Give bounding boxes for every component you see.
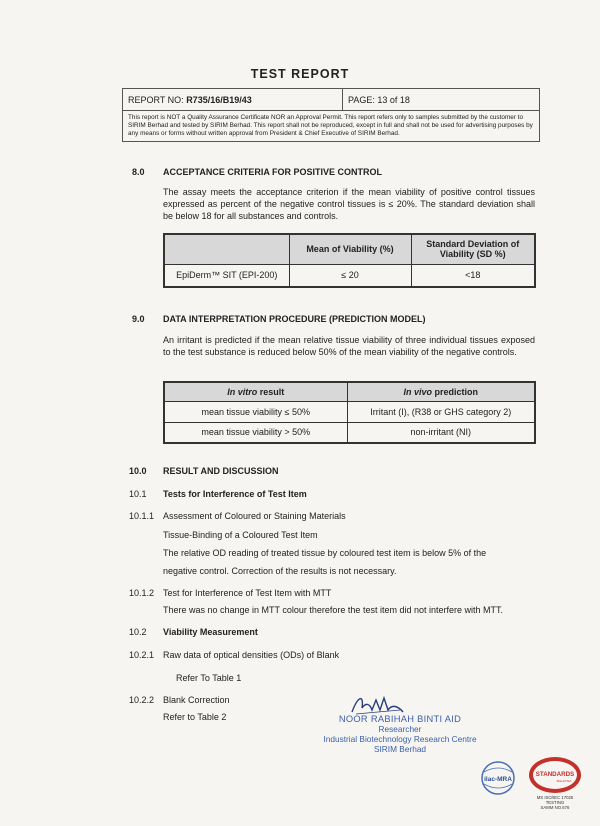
section-10-2-2-number: 10.2.2 xyxy=(129,695,155,705)
header-italic: In vivo xyxy=(403,386,432,397)
table-cell: mean tissue viability > 50% xyxy=(164,422,347,443)
section-10-2-1-title: Raw data of optical densities (ODs) of Blank xyxy=(163,650,340,660)
section-10-number: 10.0 xyxy=(129,466,147,476)
header-text: prediction xyxy=(432,386,479,397)
table-header-cell xyxy=(347,382,535,401)
header-text: result xyxy=(257,386,285,397)
section-10-heading: RESULT AND DISCUSSION xyxy=(163,466,279,476)
section-10-2-1-number: 10.2.1 xyxy=(129,650,155,660)
stamp-dept: Industrial Biotechnology Research Centre xyxy=(323,734,477,744)
section-9-number: 9.0 xyxy=(132,314,145,324)
table-header-cell xyxy=(164,382,347,401)
section-10-2-2-ref: Refer to Table 2 xyxy=(163,712,227,722)
table-cell: non-irritant (NI) xyxy=(347,422,535,443)
section-10-1-1-subtitle: Tissue-Binding of a Coloured Test Item xyxy=(163,530,318,540)
stamp-org: SIRIM Berhad xyxy=(373,744,427,754)
section-10-1-1-text-1: The relative OD reading of treated tissue by coloured test item is below 5% of the xyxy=(163,548,487,558)
section-10-2-2-title: Blank Correction xyxy=(163,695,230,705)
section-10-1-number: 10.1 xyxy=(129,489,147,499)
section-10-1-1-number: 10.1.1 xyxy=(129,511,155,521)
stamp-name: NOOR RABIHAH BINTI AID xyxy=(338,714,462,724)
report-number-label: REPORT NO: xyxy=(128,94,187,105)
section-9-heading: DATA INTERPRETATION PROCEDURE (PREDICTION MODEL) xyxy=(163,314,426,324)
section-10-1-2-text: There was no change in MTT colour therefore the test item did not interfere with MTT. xyxy=(163,605,503,615)
table-header-cell: Standard Deviation of Viability (SD %) xyxy=(411,234,535,264)
accreditation-line-2: TESTING xyxy=(545,800,565,805)
report-title: TEST REPORT xyxy=(250,67,350,81)
signature xyxy=(350,692,405,716)
section-8-heading: ACCEPTANCE CRITERIA FOR POSITIVE CONTROL xyxy=(163,167,383,177)
accreditation-line-1: MS ISO/IEC 17025 xyxy=(536,795,574,800)
svg-text:STANDARDS: STANDARDS xyxy=(535,771,575,778)
section-10-2-heading: Viability Measurement xyxy=(163,627,258,637)
section-10-1-2-title: Test for Interference of Test Item with MTT xyxy=(163,588,332,598)
section-10-1-2-number: 10.1.2 xyxy=(129,588,155,598)
accreditation-line-3: SAMM NO.676 xyxy=(540,805,570,810)
report-number xyxy=(123,89,343,110)
report-header-box xyxy=(122,88,540,142)
researcher-stamp xyxy=(300,714,500,754)
section-8-number: 8.0 xyxy=(132,167,145,177)
section-10-2-1-ref: Refer To Table 1 xyxy=(176,673,242,683)
section-8-text: The assay meets the acceptance criterion if the mean viability of positive control tissues expressed as percent of the negative control tissues is ≤ 20%. The standard deviation shall be below 18 for all substances and controls. xyxy=(163,187,535,221)
disclaimer-note: This report is NOT a Quality Assurance Certificate NOR an Approval Permit. This report refers only to samples submitted by the customer to SIRIM Berhad and tested by SIRIM Berhad. This report shall not be reproduced, except in full and shall not be used for advertising purposes by any means or forms without written approval from President & Chief Executive of SIRIM Berhad. xyxy=(128,114,533,137)
section-10-1-1-title: Assessment of Coloured or Staining Materials xyxy=(163,511,346,521)
page-number: PAGE: 13 of 18 xyxy=(348,94,410,105)
svg-text:MALAYSIA: MALAYSIA xyxy=(556,779,572,783)
table-cell: Irritant (I), (R38 or GHS category 2) xyxy=(347,401,535,422)
report-number-value: R735/16/B19/43 xyxy=(186,94,252,105)
header-italic: In vitro xyxy=(227,386,258,397)
section-10-1-heading: Tests for Interference of Test Item xyxy=(163,489,307,499)
table-cell: EpiDerm™ SIT (EPI-200) xyxy=(164,264,289,287)
section-10-1-1-text-2: negative control. Correction of the results is not necessary. xyxy=(163,566,397,576)
table-header-cell xyxy=(164,234,289,264)
table-cell: ≤ 20 xyxy=(289,264,411,287)
svg-text:ilac-MRA: ilac-MRA xyxy=(484,776,512,783)
table-cell: <18 xyxy=(411,264,535,287)
table-cell: mean tissue viability ≤ 50% xyxy=(164,401,347,422)
ilac-mra-logo xyxy=(478,760,518,796)
accreditation-text xyxy=(528,795,582,810)
stamp-role: Researcher xyxy=(378,724,422,734)
prediction-model-table xyxy=(163,381,536,444)
section-10-2-number: 10.2 xyxy=(129,627,147,637)
table-header-cell: Mean of Viability (%) xyxy=(289,234,411,264)
acceptance-criteria-table xyxy=(163,233,536,288)
section-9-text: An irritant is predicted if the mean relative tissue viability of three individual tissues exposed to the test substance is reduced below 50% of the mean viability of the negative controls. xyxy=(163,335,535,357)
